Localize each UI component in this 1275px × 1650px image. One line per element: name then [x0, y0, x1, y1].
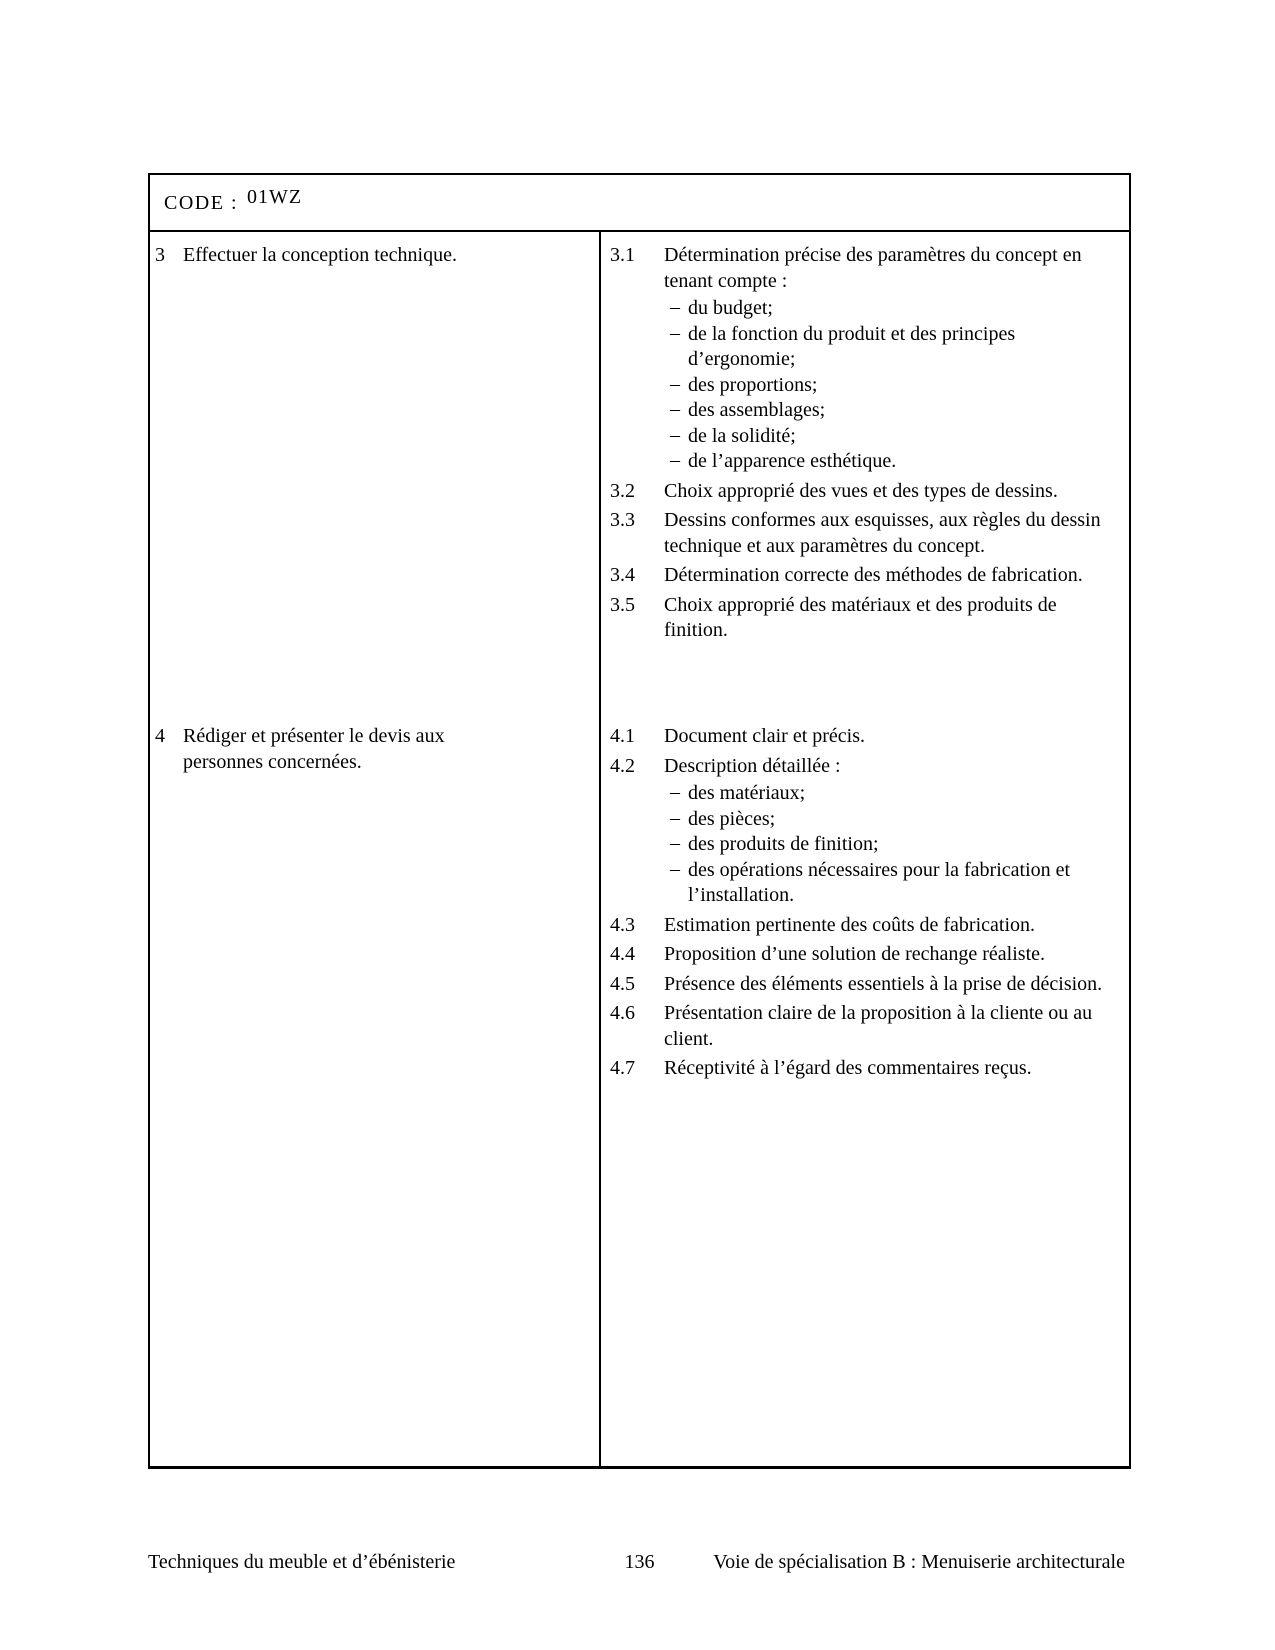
- criterion-number: 4.1: [610, 725, 635, 747]
- bullet-text: de l’apparence esthétique.: [688, 450, 897, 472]
- footer-page-number: 136: [624, 1551, 655, 1573]
- criterion-text: Détermination correcte des méthodes de fabrication.: [664, 564, 1083, 586]
- bullet-dash-icon: –: [670, 781, 680, 803]
- criterion-number: 3.1: [610, 244, 635, 266]
- criterion-text: Document clair et précis.: [664, 725, 866, 747]
- bullet-item: [664, 807, 1117, 833]
- criterion-number: 3.4: [610, 564, 635, 586]
- objective-item: [155, 724, 513, 775]
- criterion-number: 4.4: [610, 943, 635, 965]
- criterion-number: 4.3: [610, 913, 635, 936]
- bullet-dash-icon: –: [670, 296, 680, 318]
- bullet-item: [664, 832, 1117, 858]
- criterion-item: [601, 754, 1117, 909]
- criterion-item: [601, 243, 1117, 475]
- bullet-dash-icon: –: [670, 806, 680, 829]
- bullet-dash-icon: –: [670, 372, 680, 395]
- objectives-cell: [150, 232, 601, 1466]
- criterion-item: [601, 508, 1117, 559]
- bullet-item: [664, 781, 1117, 807]
- criteria-group: [601, 243, 1117, 648]
- criterion-bullets: [664, 296, 1117, 475]
- criteria-group: [601, 724, 1117, 1086]
- table-body-row: [150, 232, 1129, 1466]
- bullet-text: de la fonction du produit et des principes d’ergonomie;: [688, 322, 1016, 370]
- bullet-item: [664, 322, 1117, 373]
- bullet-text: de la solidité;: [688, 424, 796, 447]
- criterion-item: [601, 972, 1117, 998]
- criterion-item: [601, 724, 1117, 750]
- criterion-text: Détermination précise des paramètres du concept en tenant compte :: [664, 244, 1082, 292]
- bullet-dash-icon: –: [670, 857, 680, 880]
- code-value: 01WZ: [247, 186, 303, 208]
- bullet-text: des assemblages;: [688, 399, 826, 421]
- criterion-number: 4.6: [610, 1002, 635, 1024]
- criterion-item: [601, 1001, 1117, 1052]
- bullet-dash-icon: –: [670, 423, 680, 446]
- criterion-number: 3.2: [610, 479, 635, 502]
- criterion-text: Réceptivité à l’égard des commentaires reçus.: [664, 1057, 1032, 1079]
- bullet-item: [664, 296, 1117, 322]
- bullet-dash-icon: –: [670, 832, 680, 854]
- footer-specialization: Voie de spécialisation B : Menuiserie architecturale: [713, 1551, 1125, 1573]
- criterion-text: Choix approprié des matériaux et des produits de finition.: [664, 593, 1057, 641]
- bullet-item: [664, 398, 1117, 424]
- code-label: CODE :: [164, 192, 238, 214]
- criterion-number: 4.5: [610, 972, 635, 995]
- criterion-text: Présence des éléments essentiels à la prise de décision.: [664, 972, 1103, 995]
- bullet-text: des opérations nécessaires pour la fabrication et l’installation.: [688, 858, 1071, 906]
- objective-text: Rédiger et présenter le devis aux personnes concernées.: [183, 725, 445, 773]
- criterion-text: Description détaillée :: [664, 754, 841, 777]
- criterion-number: 3.3: [610, 509, 635, 531]
- criterion-text: Estimation pertinente des coûts de fabrication.: [664, 913, 1035, 936]
- criterion-item: [601, 563, 1117, 589]
- criteria-cell: [601, 232, 1129, 1466]
- objective-number: 3: [155, 244, 165, 266]
- criterion-item: [601, 1056, 1117, 1082]
- criterion-text: Dessins conformes aux esquisses, aux règles du dessin technique et aux paramètres du concept.: [664, 509, 1101, 557]
- objective-number: 4: [155, 725, 165, 747]
- bullet-item: [664, 449, 1117, 475]
- criterion-item: [601, 942, 1117, 968]
- criterion-text: Proposition d’une solution de rechange réaliste.: [664, 943, 1046, 965]
- criterion-text: Présentation claire de la proposition à la cliente ou au client.: [664, 1002, 1093, 1050]
- objective-text: Effectuer la conception technique.: [183, 244, 457, 266]
- criterion-text: Choix approprié des vues et des types de dessins.: [664, 479, 1058, 502]
- bullet-dash-icon: –: [670, 449, 680, 471]
- competency-table: [148, 173, 1131, 1469]
- bullet-text: des pièces;: [688, 807, 776, 830]
- bullet-item: [664, 858, 1117, 909]
- bullet-dash-icon: –: [670, 398, 680, 420]
- footer-program-title: Techniques du meuble et d’ébénisterie: [148, 1551, 456, 1573]
- criterion-item: [601, 913, 1117, 939]
- bullet-item: [664, 424, 1117, 450]
- criterion-item: [601, 593, 1117, 644]
- bullet-text: des produits de finition;: [688, 833, 879, 855]
- criterion-number: 4.7: [610, 1057, 635, 1079]
- bullet-text: du budget;: [688, 297, 773, 319]
- criterion-item: [601, 479, 1117, 505]
- code-header-row: [150, 175, 1129, 232]
- footer: [148, 1550, 1131, 1578]
- bullet-dash-icon: –: [670, 321, 680, 344]
- criterion-bullets: [664, 781, 1117, 909]
- criterion-number: 4.2: [610, 754, 635, 777]
- bullet-text: des matériaux;: [688, 782, 806, 804]
- objective-item: [155, 243, 513, 269]
- bullet-item: [664, 373, 1117, 399]
- bullet-text: des proportions;: [688, 373, 818, 396]
- criterion-number: 3.5: [610, 593, 635, 616]
